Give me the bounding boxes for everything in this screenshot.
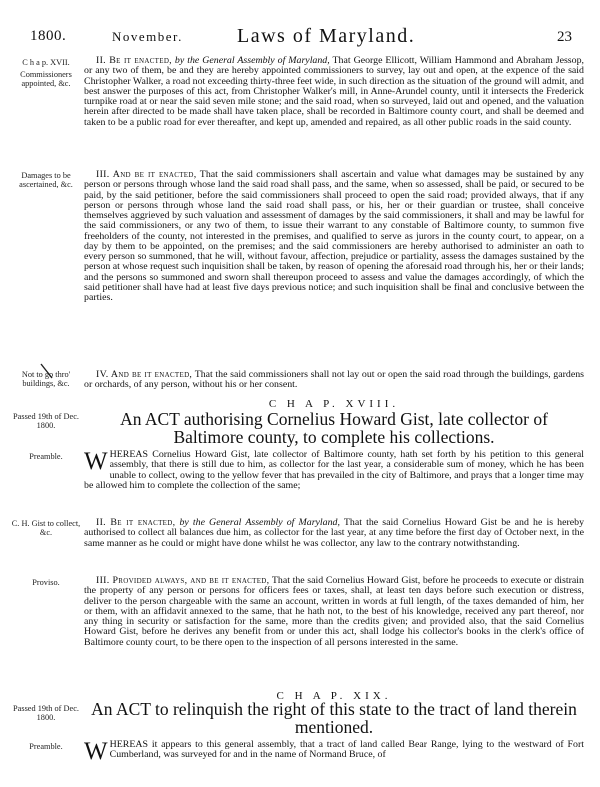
section-italic: by the General Assembly of Maryland, xyxy=(179,517,340,528)
section-text: That George Ellicott, William Hammond and Abraham Jessop, or any two of them, be and they are hereby appointed commissioners to survey, lay out and open, at the expence of the said Christopher Walker, a road not exceeding thirty-three feet wide, in such direction as the situation of the ground will admit, and best answer the purposes of this act, from Christopher Walker's mill, in Anne-Arundel county, until it intersects the Frederick turnpike road at or near the said seven mile stone; and the said road, when so surveyed, laid out and opened, and the valuation herein after directed to be made shall have taken place, shall be recorded in Baltimore county court, and shall be deemed and taken to be a public road for ever thereafter, and kept up, amended and repaired, as all other public roads in the said county. xyxy=(84,55,584,128)
margin-note-passed-18: Passed 19th of Dec. 1800. xyxy=(13,412,79,430)
chapter-18-title: An ACT authorising Cornelius Howard Gist, late collector of Baltimore county, to complete his collections. xyxy=(120,409,548,447)
chapter-18-heading: C H A P. XVIII. xyxy=(268,398,400,410)
margin-note-proviso: Proviso. xyxy=(32,578,60,587)
chap17-section-4 xyxy=(84,370,584,391)
section-italic: by the General Assembly of Maryland, xyxy=(174,55,330,66)
header-year: 1800. xyxy=(30,28,67,44)
chapter-18-section-3 xyxy=(84,576,584,648)
margin-note-preamble-18: Preamble. xyxy=(29,452,63,461)
running-header xyxy=(22,25,578,48)
drop-cap: W xyxy=(84,738,108,765)
header-page-number: 23 xyxy=(557,29,572,45)
chapter-18-section-2 xyxy=(84,518,584,549)
preamble-text: HEREAS it appears to this general assembly, that a tract of land called Bear Range, lying to the westward of Fort Cumberland, was surveyed for and in the name of Normand Bruce, of xyxy=(109,739,584,761)
chapter-19-title: An ACT to relinquish the right of this state to the tract of land therein mentioned. xyxy=(91,699,577,737)
drop-cap: W xyxy=(84,448,108,475)
section-lead: III. Provided always, and be it enacted, xyxy=(96,575,270,586)
section-text: That the said Cornelius Howard Gist be and he is hereby authorised to collect all balances due him, as collector for the last year, at any time before the first day of October next, in the same manner as he could or might have done whilst he was collector, any law to the contrary notwithstanding. xyxy=(84,517,585,549)
chap17-section-2 xyxy=(84,56,584,128)
chapter-19-preamble xyxy=(84,740,584,763)
margin-note-preamble-19: Preamble. xyxy=(29,742,63,751)
margin-note-chap17: C h a p. XVII. xyxy=(22,58,70,67)
section-text: That the said commissioners shall not lay out or open the said road through the buildings, gardens or orchards, of any person, without his or her consent. xyxy=(84,369,585,391)
section-text: That the said commissioners shall ascertain and value what damages may be sustained by any person or persons through whose land the said road shall pass, and the same, when so assessed, shall be paid, or secured to be paid, by the said petitioner, before the said commissioners shall proceed to open the said road; provided always, that if any person or persons through whose land the said road shall pass, or his, her or their guardian or trustee, shall conceive themselves aggrieved by such valuation and assessment of damages by the said commissioners, it shall and may be lawful for the said commissioners, or any two of them, to issue their warrant to any constable of Baltimore county, to summon five freeholders of the county, not interested in the premises, and qualified to serve as jurors in the county court, to appear, on a day by them to be appointed, on the premises; and the said commissioners are hereby authorised to administer an oath to every person so summoned, that he will, without favour, affection, prejudice or partiality, assess the damages sustained by the person at whose request such inquisition shall be taken, by reason of opening the aforesaid road through his, her or their lands; and the persons so summoned and sworn shall thereupon proceed to assess and value the damages accordingly, of which the said petitioner shall have had at least five days previous notice; and such inquisition shall be final and conclusive between the parties. xyxy=(84,169,584,303)
margin-note-damages: Damages to be ascertained, &c. xyxy=(19,171,73,189)
preamble-text: HEREAS Cornelius Howard Gist, late collector of Baltimore county, hath set forth by his petition to this general assembly, that there is still due to him, as collector for the last year, a considerable sum of money, which he has been unable to collect, owing to the yellow fever that has prevailed in the city of Baltimore, and prays that a longer time may be allowed him to complete the collection of the same; xyxy=(84,449,584,491)
margin-note-gist: C. H. Gist to collect, &c. xyxy=(11,519,81,537)
chapter-18-preamble xyxy=(84,450,584,491)
section-text: That the said Cornelius Howard Gist, before he proceeds to execute or distrain the property of any person or persons for officers fees or taxes, shall, at least ten days before such execution or distress, deliver to the person chargeable with the same an account, written in words at full length, of the taxes demanded of him, her or them, with an affidavit annexed to the same, that he hath not, to the best of his knowledge, received any part thereof, nor any thing in security or satisfaction for the same, more than the credits given; and provided also, that the said Cornelius Howard Gist, before he derives any benefit from or under this act, shall lodge his collector's books in the clerk's office of Baltimore county court, to be there open to the inspection of all persons interested in the same. xyxy=(84,575,584,648)
section-lead: II. Be it enacted, xyxy=(96,55,172,66)
section-lead: III. And be it enacted, xyxy=(96,169,197,180)
chapter-19-heading: C H A P. XIX. xyxy=(276,690,392,702)
header-title: Laws of Maryland. xyxy=(237,25,416,47)
handwritten-check-mark xyxy=(40,362,54,380)
margin-note-buildings: Not to go thro' buildings, &c. xyxy=(21,370,71,388)
section-lead: II. Be it enacted, xyxy=(96,517,176,528)
section-lead: IV. And be it enacted, xyxy=(96,369,193,380)
header-month: November. xyxy=(112,29,183,44)
margin-note-commissioners: Commissioners appointed, &c. xyxy=(20,70,72,88)
chap17-section-3 xyxy=(84,170,584,303)
margin-note-passed-19: Passed 19th of Dec. 1800. xyxy=(13,704,79,722)
